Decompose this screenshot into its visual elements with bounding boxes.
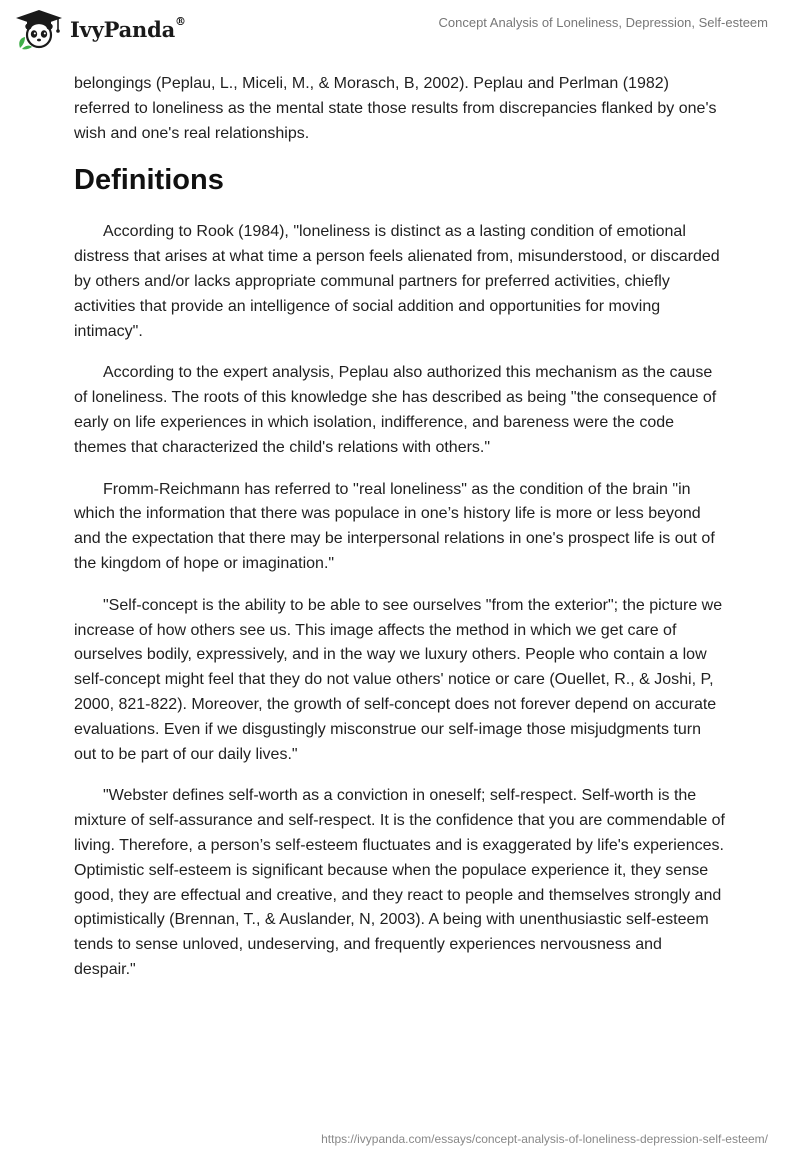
- paragraph-self-worth: "Webster defines self-worth as a conviction in oneself; self-respect. Self-worth is the mixture of self-assurance and self-respect. It is the confidence that you are commendable of living. Therefore, a person’s self-esteem fluctuates and is exaggerated by life's experiences. Optimistic self-esteem is significant because when the populace experience it, they sense good, they are effectual and creative, and they react to people and themselves strongly and optimistically (Brennan, T., & Auslander, N, 2003). A being with unenthusiastic self-esteem tends to sense unloved, undeserving, and frequently experiences nervousness and despair.": [74, 787, 725, 978]
- panda-icon: [14, 8, 64, 50]
- ivypanda-logo[interactable]: [14, 8, 186, 50]
- paragraph-self-concept: "Self-concept is the ability to be able to see ourselves "from the exterior"; the picture we increase of how others see us. This image affects the method in which we get care of ourselves bodily, expressively, and in the way we luxury others. People who contain a low self-concept might feel that they do not value others' notice or care (Ouellet, R., & Joshi, P, 2000, 821-822). Moreover, the growth of self-concept does not forever depend on accurate evaluations. Even if we disgustingly misconstrue our self-image those misjudgments turn out to be part of our daily lives.": [74, 596, 723, 763]
- source-url[interactable]: https://ivypanda.com/essays/concept-analysis-of-loneliness-depression-self-esteem/: [321, 1132, 768, 1146]
- section-heading: Definitions: [74, 164, 224, 197]
- brand-name: IvyPanda®: [70, 14, 186, 42]
- document-title: Concept Analysis of Loneliness, Depression, Self-esteem: [438, 15, 768, 30]
- paragraph-fromm-reichmann: Fromm-Reichmann has referred to ''real loneliness" as the condition of the brain "in which the information that there was populace in one’s history life is more or less beyond and the expectation that there may be interpersonal relations in one's prospect life is out of the kingdom of hope or imagination.": [74, 480, 715, 572]
- page-header: [0, 0, 800, 64]
- essay-content: [74, 72, 726, 1000]
- intro-paragraph: belongings (Peplau, L., Miceli, M., & Morasch, B, 2002). Peplau and Perlman (1982) referred to loneliness as the mental state those results from discrepancies flanked by one's wish and one's real relationships.: [74, 75, 717, 142]
- paragraph-rook: According to Rook (1984), "loneliness is distinct as a lasting condition of emotional distress that arises at what time a person feels alienated from, misunderstood, or discarded by others and/or lacks appropriate communal partners for preferred activities, chiefly activities that provide an intelligence of social addition and opportunities for moving intimacy".: [74, 223, 720, 340]
- paragraph-peplau: According to the expert analysis, Peplau also authorized this mechanism as the cause of loneliness. The roots of this knowledge she has described as being "the consequence of early on life experiences in which isolation, indifference, and bareness were the code themes that characterized the child's relations with others.": [74, 364, 717, 456]
